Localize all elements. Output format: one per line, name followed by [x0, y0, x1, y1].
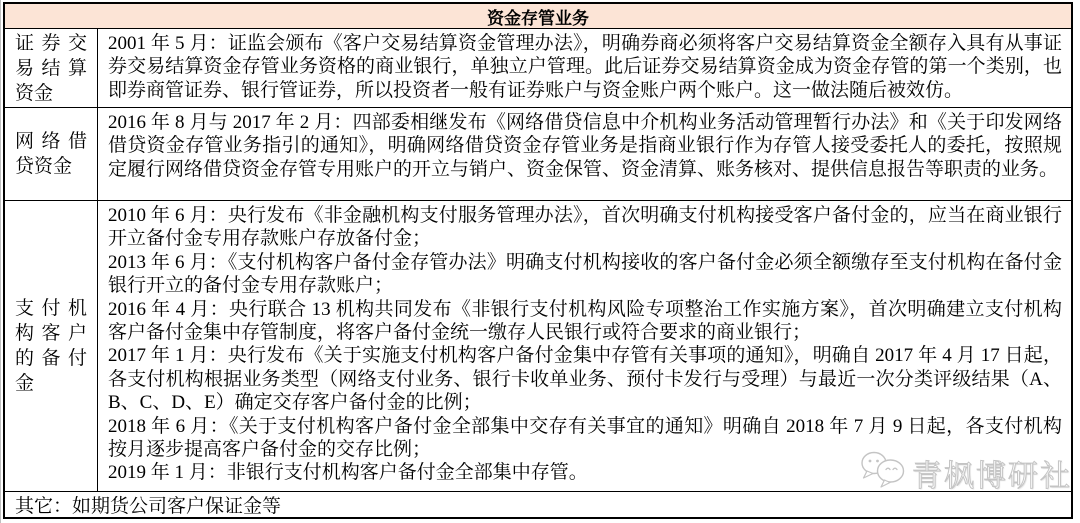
- row-label-cell: [5, 108, 98, 200]
- table-row: [5, 201, 1071, 492]
- table-footer-row: [5, 492, 1071, 517]
- row-label-cell: [5, 29, 98, 107]
- row-content-cell: [98, 108, 1071, 200]
- content-paragraph: 2001 年 5 月：证监会颁布《客户交易结算资金管理办法》，明确券商必须将客户交易结算资金全额存入具有从事证券交易结算资金存管业务资格的商业银行，单独立户管理。此后证券交易结算资金成为资金存管的第一个类别，也即券商管证券、银行管证券，所以投资者一般有证券账户与资金账户两个账户。这一做法随后被效仿。: [108, 33, 1062, 101]
- row-label-cell: [5, 201, 98, 491]
- row-content-cell: [98, 201, 1071, 491]
- watermark-text: 青枫博研社: [912, 459, 1072, 493]
- table-title-row: [5, 4, 1071, 29]
- table-title: 资金存管业务: [487, 8, 589, 28]
- content-paragraph: 2017 年 1 月：央行发布《关于实施支付机构客户备付金集中存管有关事项的通知》，明确自 2017 年 4 月 17 日起，各支付机构根据业务类型（网络支付业务、银行卡收单业务、预付卡发行与受理）与最近一次分类评级结果（A、B、C、D、E）确定交存客户备付金的比例；: [108, 345, 1062, 414]
- content-paragraph: 2013 年 6 月：《支付机构客户备付金存管办法》明确支付机构接收的客户备付金必须全额缴存至支付机构在备付金银行开立的备付金专用存款账户；: [108, 251, 1062, 297]
- table-row: [5, 29, 1071, 108]
- row-label-payment-institution-reserves: 支付机构客户的备付金: [15, 298, 87, 394]
- content-paragraph: 2019 年 1 月：非银行支付机构客户备付金全部集中存管。: [108, 462, 588, 484]
- content-paragraph: 2010 年 6 月：央行发布《非金融机构支付服务管理办法》，首次明确支付机构接受客户备付金的，应当在商业银行开立备付金专用存款账户存放备付金；: [108, 205, 1062, 250]
- content-paragraph: 2016 年 4 月：央行联合 13 机构共同发布《非银行支付机构风险专项整治工作实施方案》，首次明确建立支付机构客户备付金集中存管制度，将客户备付金统一缴存人民银行或符合要求的商业银行；: [108, 298, 1062, 344]
- row-label-securities-settlement-funds: 证券交易结算资金: [15, 32, 87, 104]
- row-label-p2p-lending-funds: 网络借贷资金: [15, 131, 87, 177]
- content-paragraph: 2016 年 8 月与 2017 年 2 月：四部委相继发布《网络借贷信息中介机构业务活动管理暂行办法》和《关于印发网络借贷资金存管业务指引的通知》，明确网络借贷资金存管业务是指商业银行作为存管人接受委托人的委托，按照规定履行网络借贷资金存管专用账户的开立与销户、资金保管、资金清算、账务核对、提供信息报告等职责的业务。: [108, 112, 1062, 180]
- table-row: [5, 108, 1071, 201]
- fund-custody-table: [3, 2, 1073, 519]
- left-edge-divider: [0, 0, 1, 523]
- footer-text: 其它：如期货公司客户保证金等: [15, 496, 282, 517]
- content-paragraph: 2018 年 6 月：《关于支付机构客户备付金全部集中交存有关事宜的通知》明确自 2018 年 7 月 9 日起，各支付机构按月逐步提高客户备付金的交存比例；: [108, 415, 1062, 461]
- row-content-cell: [98, 29, 1071, 107]
